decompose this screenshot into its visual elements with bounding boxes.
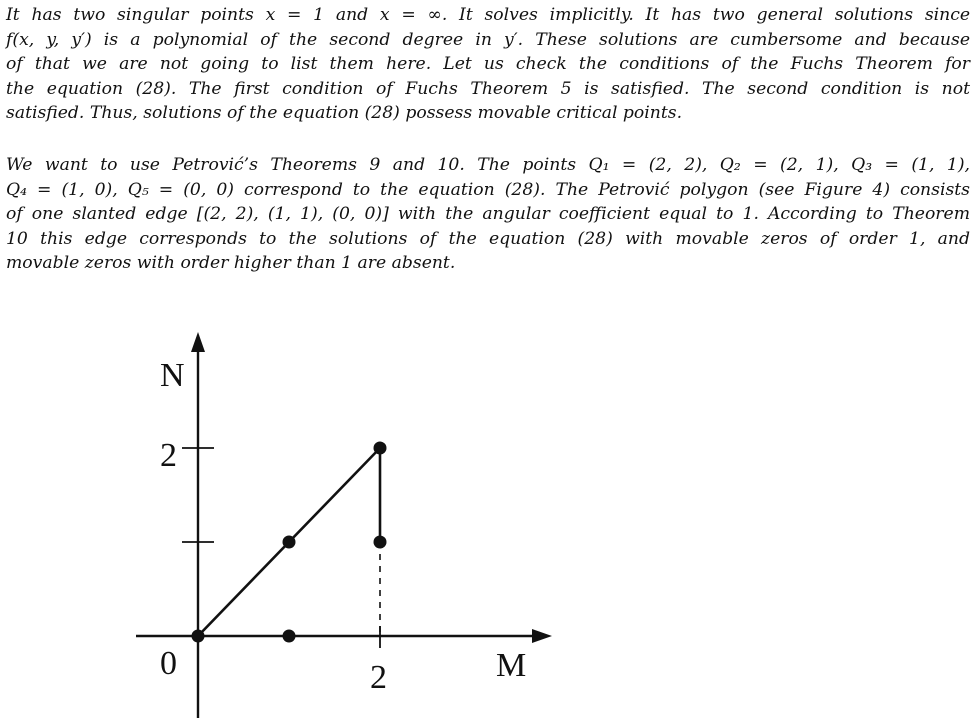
y-axis-label: N — [160, 357, 185, 394]
paragraph-1 — [6, 3, 970, 126]
point-q4 — [283, 630, 296, 643]
text-line: movable zeros with order higher than 1 are absent. — [6, 253, 456, 274]
text-line: Q₄ = (1, 0), Q₅ = (0, 0) correspond to the equation (28). The Petrović polygon (see Figure 4) consists — [6, 179, 970, 200]
x-axis-arrowhead — [532, 629, 552, 643]
point-q3 — [283, 536, 296, 549]
text-line: We want to use Petrović’s Theorems 9 and 10. The points Q₁ = (2, 2), Q₂ = (2, 1), Q₃ = (1, 1), — [6, 155, 970, 175]
x-axis-label: M — [496, 647, 527, 684]
text-line: of one slanted edge [(2, 2), (1, 1), (0, 0)] with the angular coefficient equal to 1. According to Theorem — [6, 204, 970, 225]
text-line: the equation (28). The first condition of Fuchs Theorem 5 is satisfied. The second condition is not — [6, 78, 970, 99]
petrovic-polygon-figure — [120, 330, 560, 726]
text-line: It has two singular points x = 1 and x = ∞. It solves implicitly. It has two general solutions since — [6, 5, 970, 25]
text-line: 10 this edge corresponds to the solutions of the equation (28) with movable zeros of order 1, and — [6, 228, 970, 249]
paragraph-2 — [6, 153, 970, 276]
text-line: f(x, y, y′) is a polynomial of the second degree in y′. These solutions are cumbersome and because — [6, 29, 970, 50]
x-tick-label: 2 — [370, 659, 387, 696]
point-q1 — [374, 442, 387, 455]
y-axis-arrowhead — [191, 332, 205, 352]
text-line: of that we are not going to list them here. Let us check the conditions of the Fuchs Theorem for — [6, 54, 970, 75]
point-q2 — [374, 536, 387, 549]
origin-label: 0 — [160, 645, 177, 682]
text-line: satisfied. Thus, solutions of the equation (28) possess movable critical points. — [6, 103, 683, 124]
point-q5 — [192, 630, 205, 643]
y-tick-label: 2 — [160, 437, 177, 474]
